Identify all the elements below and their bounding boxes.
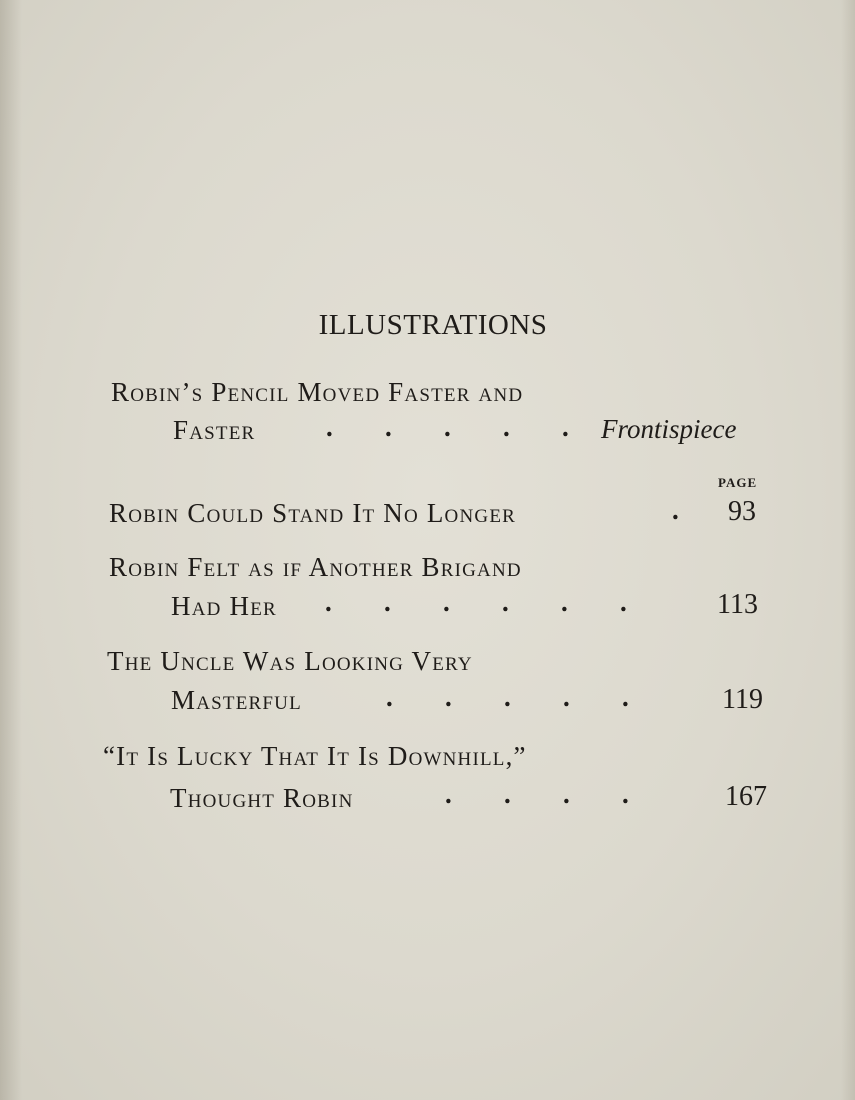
- illustration-entry-3-page: 113: [717, 589, 758, 620]
- illustration-entry-3-line1: Robin Felt as if Another Brigand: [109, 552, 522, 582]
- illustration-entry-5-line2: Thought Robin: [170, 783, 354, 813]
- illustration-entry-4-line2: Masterful: [171, 685, 302, 715]
- dot-leader: . . . .: [445, 779, 629, 809]
- dot-leader: . . . . .: [326, 412, 569, 442]
- illustration-entry-1-line2: Faster: [173, 415, 256, 445]
- illustration-entry-4-page: 119: [722, 684, 763, 715]
- illustration-entry-5-page: 167: [725, 781, 767, 812]
- page-title: ILLUSTRATIONS: [318, 309, 548, 341]
- illustration-entry-2-line1: Robin Could Stand It No Longer: [109, 498, 516, 528]
- illustration-entry-3-line2: Had Her: [171, 591, 277, 621]
- dot-leader: .: [672, 495, 679, 525]
- illustration-entry-4-line1: The Uncle Was Looking Very: [107, 646, 473, 676]
- illustration-entry-1-page: Frontispiece: [601, 414, 737, 444]
- illustration-entry-1-line1: Robin’s Pencil Moved Faster and: [111, 377, 524, 407]
- illustration-entry-5-line1: “It Is Lucky That It Is Downhill,”: [103, 741, 527, 771]
- illustration-entry-2-page: 93: [728, 496, 756, 527]
- page-column-label: PAGE: [718, 475, 758, 490]
- dot-leader: . . . . . .: [325, 587, 627, 617]
- dot-leader: . . . . .: [386, 682, 629, 712]
